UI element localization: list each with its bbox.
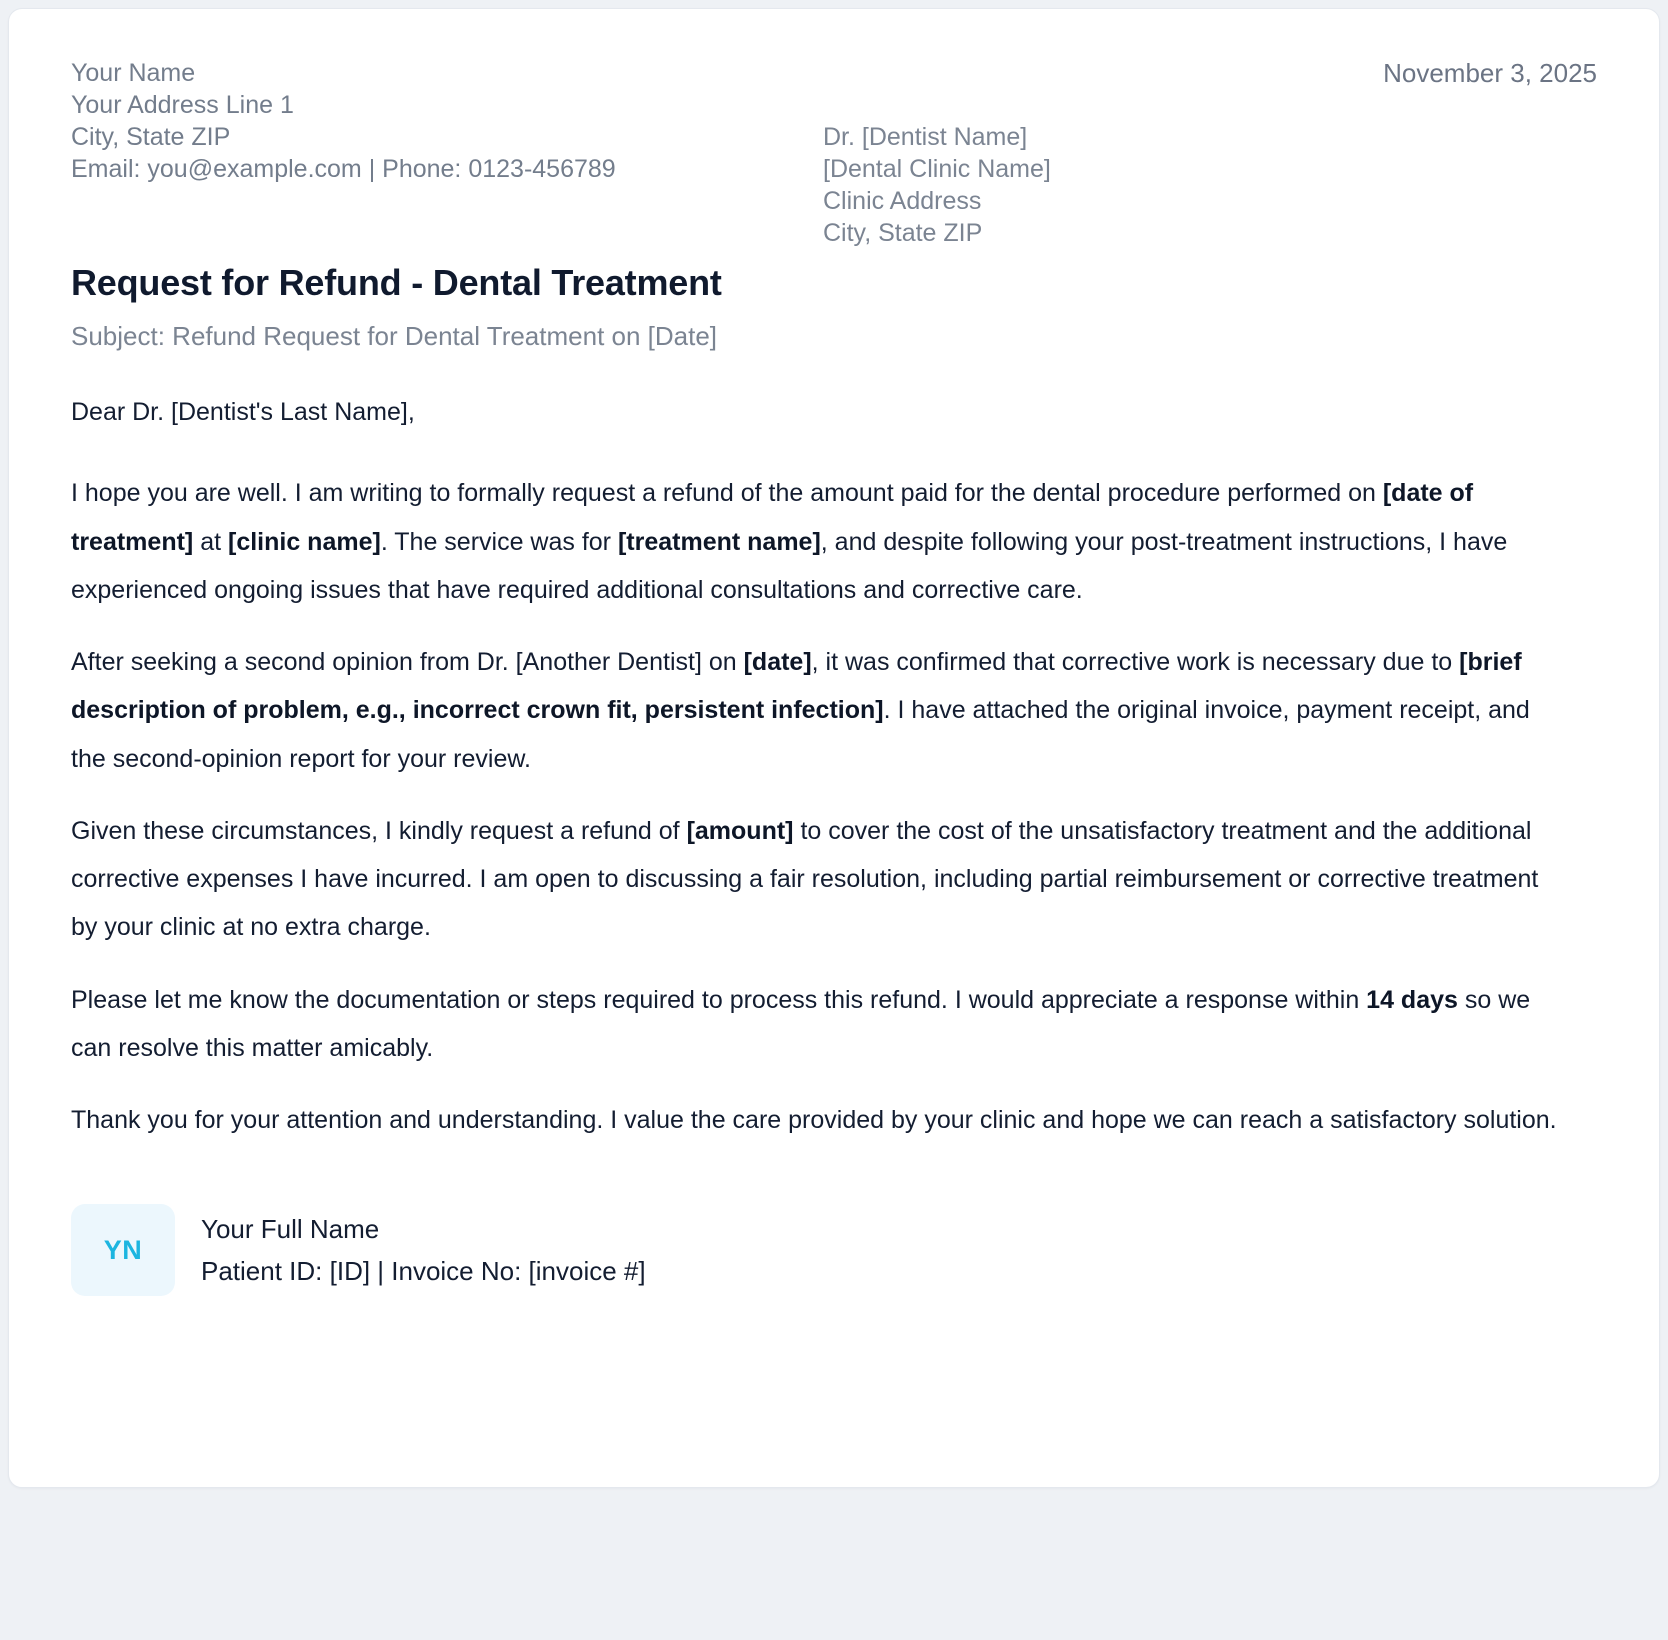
placeholder-second-opinion-date: [date] <box>743 648 812 677</box>
sender-line: City, State ZIP <box>71 123 231 151</box>
paragraph-text: I hope you are well. I am writing to formally request a refund of the amount paid for the dental procedure performed on <box>71 479 1383 508</box>
paragraph-text: . I have attached the original invoice, payment receipt, and the second-opinion report for your review. <box>71 696 1530 773</box>
signer-name: Your Full Name <box>201 1213 380 1244</box>
body-paragraph-1 <box>71 469 1571 614</box>
placeholder-clinic-name: [clinic name] <box>228 527 381 556</box>
recipient-line: Dr. [Dentist Name] <box>823 123 1028 151</box>
body-paragraph-2 <box>71 638 1571 783</box>
avatar: YN <box>71 1204 175 1296</box>
paragraph-text: After seeking a second opinion from Dr. [Another Dentist] on <box>71 648 744 677</box>
paragraph-text: at <box>193 527 228 556</box>
page-title: Request for Refund - Dental Treatment <box>71 262 722 303</box>
placeholder-amount: [amount] <box>686 816 794 845</box>
letter-body <box>71 394 1597 1297</box>
letter-header <box>71 57 1597 247</box>
signature-block <box>71 1204 1597 1296</box>
paragraph-text: . The service was for <box>380 527 618 556</box>
response-deadline: 14 days <box>1366 985 1458 1014</box>
signature-details <box>201 1215 646 1286</box>
sender-line: Your Name <box>71 59 196 87</box>
signer-reference-ids: Patient ID: [ID] | Invoice No: [invoice #] <box>201 1256 646 1287</box>
paragraph-text: , and despite following your post-treatment instructions, I have experienced ongoing issues that have required additional consultations and corrective care. <box>71 527 1508 604</box>
sender-contact-line: Email: you@example.com | Phone: 0123-456789 <box>71 155 616 183</box>
page-footer-strip <box>0 1604 1668 1640</box>
letter-date: November 3, 2025 <box>1383 58 1597 88</box>
placeholder-problem-description: [brief description of problem, e.g., incorrect crown fit, persistent infection] <box>71 648 1522 725</box>
recipient-line: [Dental Clinic Name] <box>823 155 1051 183</box>
sender-line: Your Address Line 1 <box>71 91 294 119</box>
letter-document-card <box>8 8 1660 1488</box>
recipient-line: Clinic Address <box>823 187 982 215</box>
paragraph-text: so we can resolve this matter amicably. <box>71 985 1531 1062</box>
paragraph-text: , it was confirmed that corrective work is necessary due to <box>811 648 1460 677</box>
body-paragraph-5 <box>71 1096 1571 1144</box>
placeholder-treatment-name: [treatment name] <box>617 527 821 556</box>
paragraph-text: to cover the cost of the unsatisfactory treatment and the additional corrective expenses I have incurred. I am open to discussing a fair resolution, including partial reimbursement or corrective treatment by your clinic at no extra charge. <box>71 816 1539 942</box>
recipient-address-block <box>823 121 1051 249</box>
paragraph-text: Thank you for your attention and understanding. I value the care provided by your clinic and hope we can reach a satisfactory solution. <box>71 1106 1557 1135</box>
paragraph-text: Given these circumstances, I kindly request a refund of <box>71 816 687 845</box>
letter-subject-line: Subject: Refund Request for Dental Treatment on [Date] <box>71 321 718 352</box>
recipient-line: City, State ZIP <box>823 219 983 247</box>
body-paragraph-3 <box>71 807 1571 952</box>
paragraph-text: Please let me know the documentation or steps required to process this refund. I would appreciate a response within <box>71 985 1367 1014</box>
body-paragraph-4 <box>71 976 1571 1073</box>
placeholder-date-of-treatment: [date of treatment] <box>71 479 1474 556</box>
salutation: Dear Dr. [Dentist's Last Name], <box>71 397 415 426</box>
